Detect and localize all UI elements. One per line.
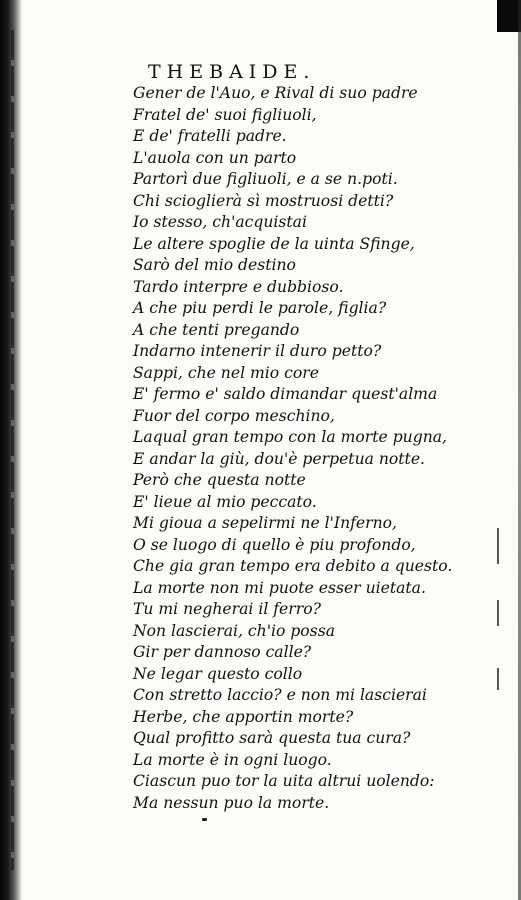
verse-line: Gir per dannoso calle? bbox=[133, 643, 312, 661]
verse-line: Ma nessun puo la morte. bbox=[133, 793, 330, 812]
verse-line: Fuor del corpo meschino, bbox=[133, 406, 335, 425]
verse-line: Le altere spoglie de la uinta Sfinge, bbox=[133, 234, 415, 253]
verse-line: Indarno intenerir il duro petto? bbox=[133, 342, 382, 360]
verse-line: O se luogo di quello è piu profondo, bbox=[133, 535, 416, 554]
binding-streak bbox=[11, 30, 14, 870]
verse-line: Gener de l'Auo, e Rival di suo padre bbox=[133, 84, 418, 102]
verse-line: La morte non mi puote esser uietata. bbox=[133, 578, 426, 597]
verse-line: E' fermo e' saldo dimandar quest'alma bbox=[133, 385, 438, 403]
verse-line: Ciascun puo tor la uita altrui uolendo: bbox=[133, 772, 435, 790]
verse-line: Io stesso, ch'acquistai bbox=[133, 213, 307, 231]
verse-line: E de' fratelli padre. bbox=[133, 127, 287, 145]
verse-line: Laqual gran tempo con la morte pugna, bbox=[133, 428, 448, 446]
verse-line: Tu mi negherai il ferro? bbox=[133, 600, 321, 618]
verse-line: Fratel de' suoi figliuoli, bbox=[133, 105, 317, 124]
verse-line: Però che questa notte bbox=[133, 471, 306, 489]
ink-speck bbox=[202, 818, 207, 821]
verse-line: Sarò del mio destino bbox=[133, 256, 296, 274]
verse-line: A che piu perdi le parole, figlia? bbox=[133, 299, 387, 317]
verse-line: Partorì due figliuoli, e a se n.poti. bbox=[133, 170, 398, 188]
verse-line: Sappi, che nel mio core bbox=[133, 363, 319, 382]
verse-line: E andar la giù, dou'è perpetua notte. bbox=[133, 449, 426, 468]
verse-line: E' lieue al mio peccato. bbox=[133, 492, 317, 511]
verse-line: L'auola con un parto bbox=[133, 148, 297, 167]
verse-line: Tardo interpre e dubbioso. bbox=[133, 277, 344, 296]
verse-line: La morte è in ogni luogo. bbox=[133, 750, 332, 769]
verse-line: Con stretto laccio? e non mi lascierai bbox=[133, 686, 427, 704]
verse-line: Qual profitto sarà questa tua cura? bbox=[133, 729, 411, 747]
verse-line: Che gia gran tempo era debito a questo. bbox=[133, 557, 453, 575]
verse-block bbox=[133, 83, 503, 814]
verse-line: A che tenti pregando bbox=[133, 320, 300, 339]
verse-line: Ne legar questo collo bbox=[133, 664, 303, 683]
verse-line: Chi scioglierà sì mostruosi detti? bbox=[133, 191, 394, 210]
verse-line: Mi gioua a sepelirmi ne l'Inferno, bbox=[133, 514, 397, 532]
running-head: THEBAIDE. bbox=[148, 61, 316, 83]
verse-line: Herbe, che apportin morte? bbox=[133, 707, 354, 726]
verse-line: Non lascierai, ch'io possa bbox=[133, 621, 335, 640]
